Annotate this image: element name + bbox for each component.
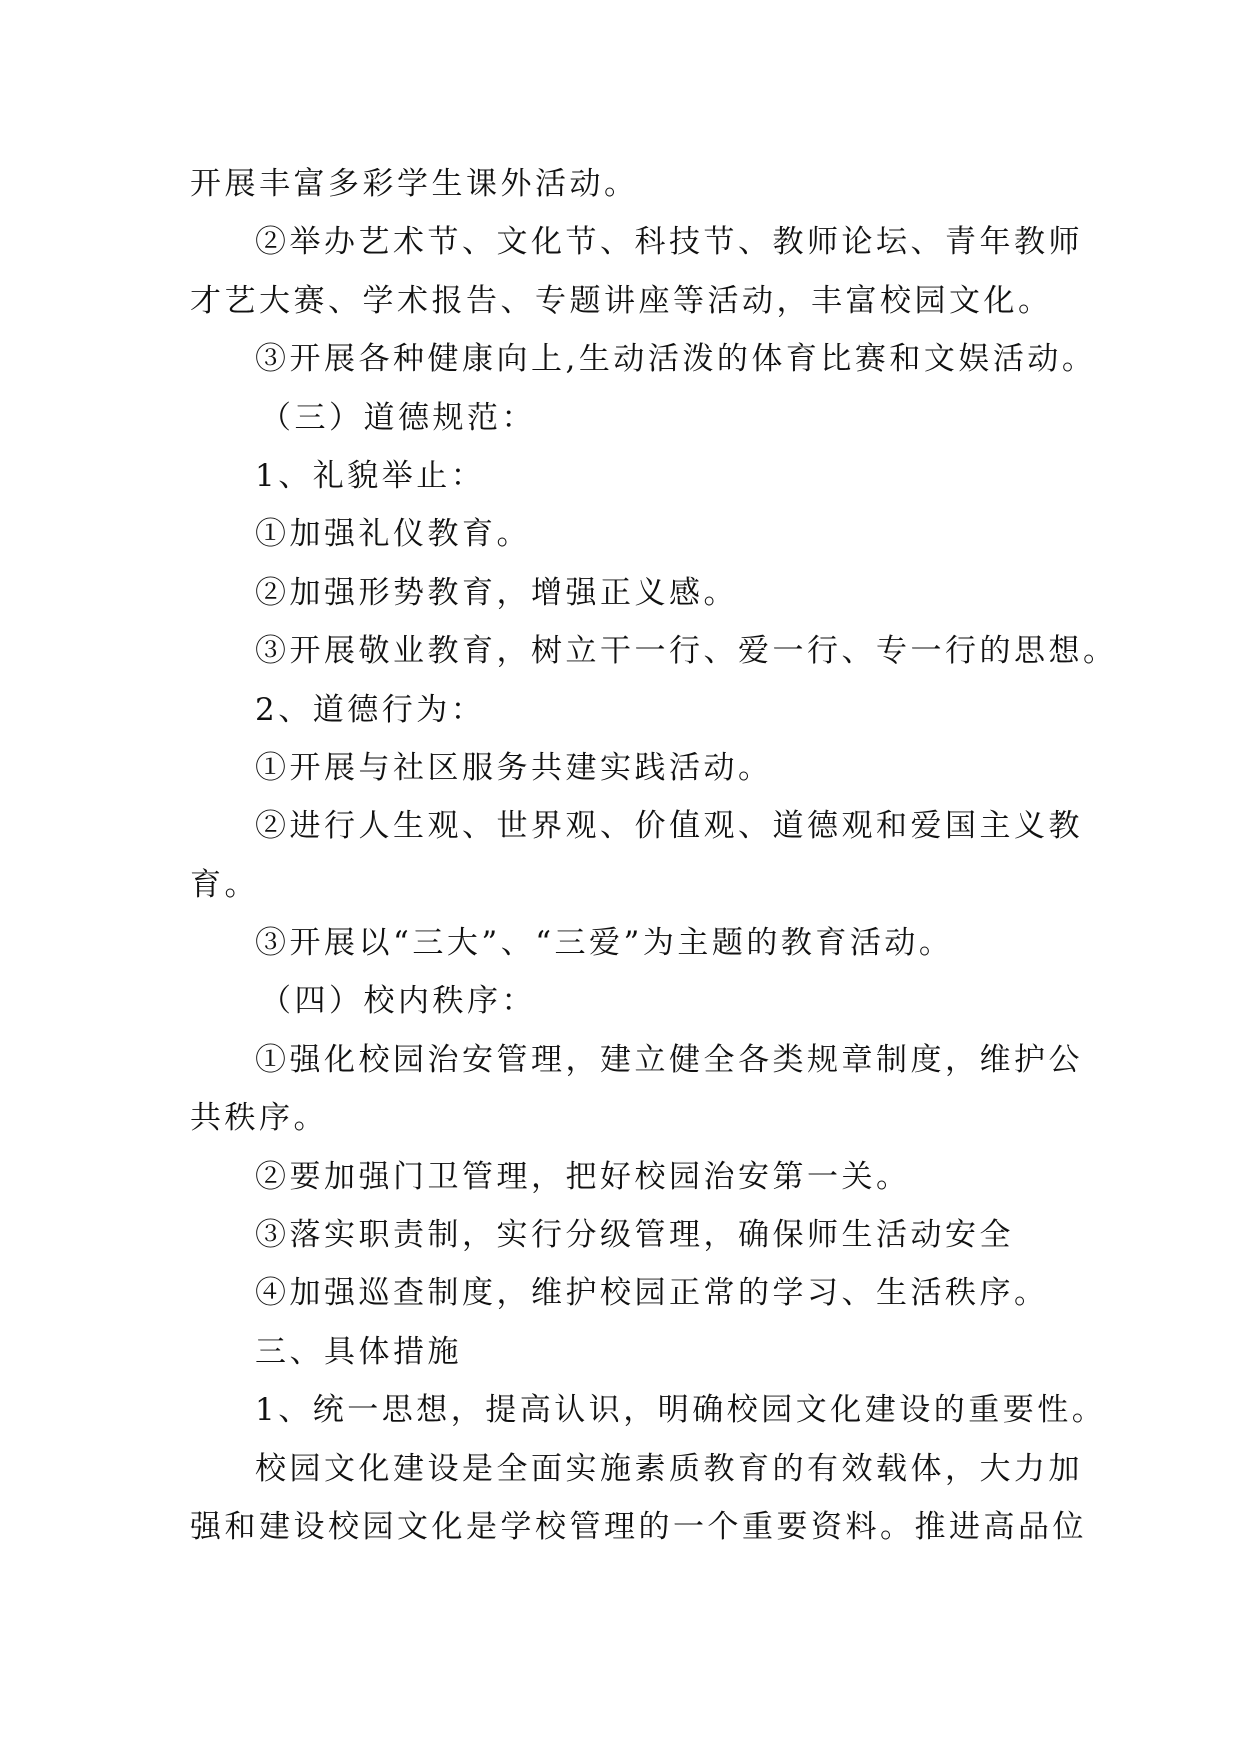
text-line-order-item-2: ②要加强门卫管理，把好校园治安第一关。 [255, 1158, 911, 1195]
section-heading-measures: 三、具体措施 [255, 1333, 462, 1370]
text-line-continuation: 开展丰富多彩学生课外活动。 [190, 166, 639, 202]
text-line-continuation: 育。 [190, 866, 259, 903]
text-line-manners-item-3: ③开展敬业教育，树立干一行、爱一行、专一行的思想。 [255, 633, 1118, 670]
text-line-behavior-item-2: ②进行人生观、世界观、价值观、道德观和爱国主义教 [255, 808, 1083, 845]
text-line-manners-item-1: ①加强礼仪教育。 [255, 516, 531, 553]
document-body [190, 155, 1118, 1556]
text-line-order-item-4: ④加强巡查制度，维护校园正常的学习、生活秩序。 [255, 1275, 1049, 1312]
section-heading-moral-norms: （三）道德规范： [260, 399, 536, 436]
subheading-manners: 1、礼貌举止： [255, 457, 486, 494]
subheading-moral-behavior: 2、道德行为： [255, 691, 486, 728]
text-line-measure-1: 1、统一思想，提高认识，明确校园文化建设的重要性。 [255, 1392, 1107, 1429]
text-line-continuation: 才艺大赛、学术报告、专题讲座等活动，丰富校园文化。 [190, 282, 1053, 319]
text-line-paragraph-start: 校园文化建设是全面实施素质教育的有效载体，大力加 [255, 1450, 1083, 1487]
text-line-order-item-1: ①强化校园治安管理，建立健全各类规章制度，维护公 [255, 1041, 1083, 1078]
text-line-continuation: 共秩序。 [190, 1100, 328, 1137]
text-line-continuation: 强和建设校园文化是学校管理的一个重要资料。推进高品位 [190, 1508, 1087, 1545]
text-line-behavior-item-3: ③开展以“三大”、“三爱”为主题的教育活动。 [255, 925, 954, 962]
text-line-behavior-item-1: ①开展与社区服务共建实践活动。 [255, 749, 773, 786]
text-line-order-item-3: ③落实职责制，实行分级管理，确保师生活动安全 [255, 1217, 1014, 1254]
section-heading-campus-order: （四）校内秩序： [260, 983, 536, 1020]
text-line-activity-item-2: ②举办艺术节、文化节、科技节、教师论坛、青年教师 [255, 224, 1083, 261]
text-line-activity-item-3: ③开展各种健康向上,生动活泼的体育比赛和文娱活动。 [255, 341, 1097, 378]
text-line-manners-item-2: ②加强形势教育，增强正义感。 [255, 574, 738, 611]
